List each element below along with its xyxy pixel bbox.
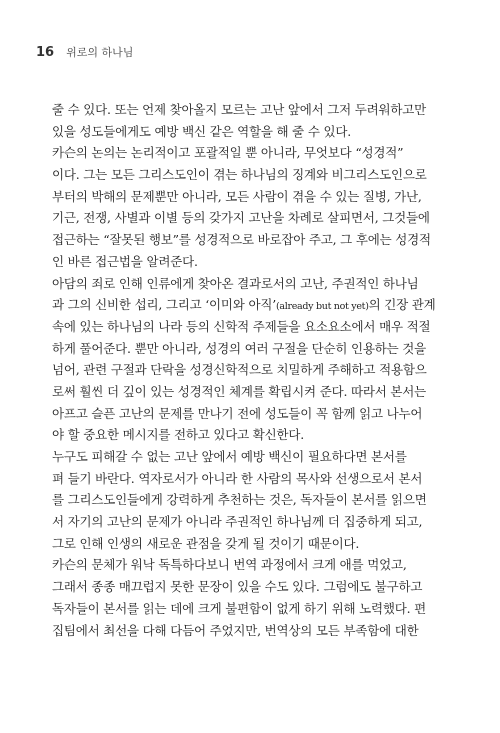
text-line: 기근, 전쟁, 사별과 이별 등의 갖가지 고난을 차례로 살피면서, 그것들에 — [52, 210, 430, 226]
text-line: 누구도 피해갈 수 없는 고난 앞에서 예방 백신이 필요하다면 본서를 — [52, 449, 407, 464]
text-line: 줄 수 있다. 또는 언제 찾아올지 모르는 고난 앞에서 그저 두려워하고만 — [52, 102, 427, 117]
text-line: 속에 있는 하나님의 나라 등의 신학적 주제들을 요소요소에서 매우 적절 — [52, 318, 431, 334]
text-line: 이다. 그는 모든 그리스도인이 겪는 하나님의 징계와 비그리스도인으로 — [52, 167, 427, 183]
text-line: 그래서 종종 매끄럽지 못한 문장이 있을 수도 있다. 그럼에도 불구하고 — [52, 579, 423, 595]
text-line: 과 그의 신비한 섭리, 그리고 ‘이미와 아직’(already but not yet)의 긴장 관계 — [52, 297, 436, 313]
page-header — [36, 44, 133, 60]
text-line: 집팀에서 최선을 다해 다듬어 주었지만, 번역상의 모든 부족함에 대한 — [52, 622, 419, 638]
text-line: 로써 훨씬 더 깊이 있는 성경적인 체계를 확립시켜 준다. 따라서 본서는 — [52, 383, 427, 399]
text-line: 넘어, 관련 구절과 단락을 성경신학적으로 치밀하게 주해하고 적용함으 — [52, 362, 427, 378]
running-title: 위로의 하나님 — [66, 46, 134, 59]
text-line: 접근하는 “잘못된 행보”를 성경적으로 바로잡아 주고, 그 후에는 성경적 — [52, 232, 431, 248]
text-line: 있을 성도들에게도 예방 백신 같은 역할을 해 줄 수 있다. — [52, 123, 351, 139]
text-line: 카슨의 논의는 논리적이고 포괄적일 뿐 아니라, 무엇보다 “성경적” — [52, 145, 404, 161]
text-line: 아담의 죄로 인해 인류에게 찾아온 결과로서의 고난, 주권적인 하나님 — [52, 275, 419, 291]
text-line: 아프고 슬픈 고난의 문제를 만나기 전에 성도들이 꼭 함께 읽고 나누어 — [52, 405, 423, 421]
text-line: 를 그리스도인들에게 강력하게 추천하는 것은, 독자들이 본서를 읽으면 — [52, 492, 427, 508]
text-line: 서 자기의 고난의 문제가 아니라 주권적인 하나님께 더 집중하게 되고, — [52, 514, 423, 530]
latin-phrase: (already but not yet) — [275, 301, 369, 313]
page-number: 16 — [36, 45, 55, 60]
text-line: 그로 인해 인생의 새로운 관점을 갖게 될 것이기 때문이다. — [52, 535, 360, 551]
text-line: 독자들이 본서를 읽는 데에 크게 불편함이 없게 하기 위해 노력했다. 편 — [52, 600, 427, 616]
text-line: 카슨의 문체가 워낙 독특하다보니 번역 과정에서 크게 애를 먹었고, — [52, 557, 407, 573]
text-line: 하게 풀어준다. 뿐만 아니라, 성경의 여러 구절을 단순히 인용하는 것을 — [52, 340, 427, 356]
text-line: 부터의 박해의 문제뿐만 아니라, 모든 사람이 겪을 수 있는 질병, 가난, — [52, 188, 422, 204]
text-line: 야 할 중요한 메시지를 전하고 있다고 확신한다. — [52, 427, 305, 443]
body-text — [52, 99, 452, 641]
text-line: 인 바른 접근법을 알려준다. — [52, 253, 198, 269]
text-line: 펴 들기 바란다. 역자로서가 아니라 한 사람의 목사와 선생으로서 본서 — [52, 470, 423, 486]
